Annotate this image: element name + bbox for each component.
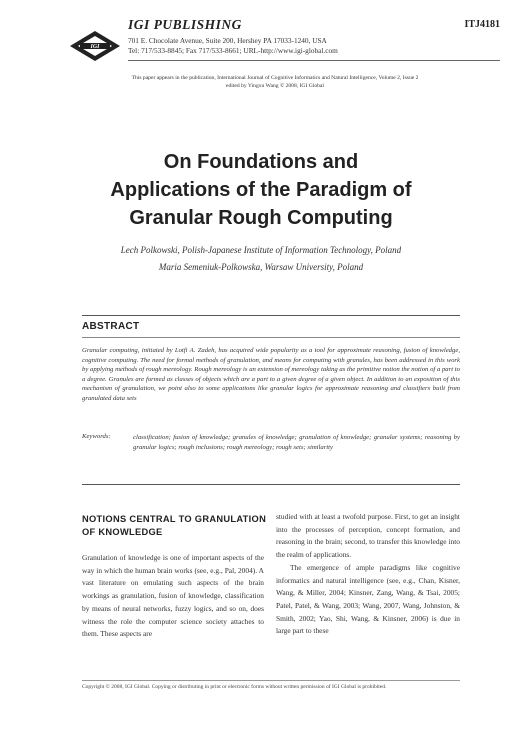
author-1: Lech Polkowski, Polish-Japanese Institute of Information Technology, Poland: [120, 245, 402, 255]
body-paragraph: The emergence of ample paradigms like cognitive informatics and natural intelligence (see, e.g., Chan, Kisner, Wang, & Miller, 2004; Kinsner, Zang, Wang, & Tsai, 2005; Patel, Patel, & Wang, 2003; Wang, 2007, Wang, Johnston, & Smith, 2002; Yao, Shi, Wang, & Kinsner, 2006) is due in large part to these: [276, 562, 460, 636]
logo-text: IGI: [90, 44, 100, 51]
body-column-left: [82, 552, 264, 641]
abstract-text: Granular computing, initiated by Lotfi A. Zadeh, has acquired wide popularity as a tool for approximate reasoning, fusion of knowledge, cognitive computing. The need for formal methods of granulation, and means for computing with granules, has been addressed in this work by applying methods of rough mereology. Rough mereology is an extension of mereology taking as the primitive notion the notion of a part to a degree. Granules are formed as classes of objects which are a part to a given degree of a given object. In addition to an exposition of this mechanism of granulation, we point also to some applications like granular logics for approximate reasoning and classifiers built from granulated data sets: [82, 347, 460, 402]
paper-title: [40, 148, 482, 232]
body-column-right: [276, 511, 460, 638]
section-heading: NOTIONS CENTRAL TO GRANULATION OF KNOWLEDGE: [82, 514, 267, 537]
title-line-2: Applications of the Paradigm of: [110, 179, 412, 201]
title-line-3: Granular Rough Computing: [129, 207, 393, 229]
publisher-name: IGI PUBLISHING: [128, 17, 242, 32]
paper-code: ITJ4181: [464, 19, 500, 30]
publisher-contact: Tel: 717/533-8845; Fax 717/533-8661; URL-http://www.igi-global.com: [128, 46, 338, 55]
body-paragraph: Granulation of knowledge is one of important aspects of the way in which the human brain works (see, e.g., Pal, 2004). A vast literature on emulating such aspects of the brain workings as granulation, fusion of knowledge, classification by means of neural networks, fuzzy logics, and so on, does witness the role the computer science society attaches to them. These aspects are: [82, 553, 264, 639]
publication-note-line1: This paper appears in the publication, International Journal of Cognitive Informatics and Natural Intelligence, Volume 2, Issue 2: [131, 75, 419, 81]
publication-note: [60, 75, 490, 90]
header-divider: [128, 60, 500, 61]
abstract-heading-rule: [82, 337, 460, 338]
copyright-footer: Copyright © 2008, IGI Global. Copying or distributing in print or electronic forms without written permission of IGI Global is prohibited.: [82, 684, 387, 690]
title-line-1: On Foundations and: [163, 151, 359, 173]
abstract-top-rule: [82, 315, 460, 316]
footer-rule: [82, 680, 460, 681]
abstract-bottom-rule: [82, 484, 460, 485]
body-paragraph: studied with at least a twofold purpose. First, to get an insight into the processes of perception, concept formation, and reasoning in the brain; second, to transfer this knowledge into the realm of applications.: [276, 512, 460, 560]
igi-logo-icon: [68, 30, 122, 62]
keywords-text: classification; fusion of knowledge; granules of knowledge; granulation of knowledge; granular systems; reasoning by granular logics; rough inclusions; rough mereology; rough sets; similarity: [133, 434, 460, 451]
keywords-label: Keywords:: [82, 433, 111, 440]
publisher-address: 701 E. Chocolate Avenue, Suite 200, Hershey PA 17033-1240, USA: [128, 36, 327, 45]
author-2: Maria Semeniuk-Polkowska, Warsaw University, Poland: [158, 262, 364, 272]
abstract-heading: ABSTRACT: [82, 321, 140, 332]
publication-note-line2: edited by Yingxu Wang © 2008, IGI Global: [226, 82, 324, 89]
